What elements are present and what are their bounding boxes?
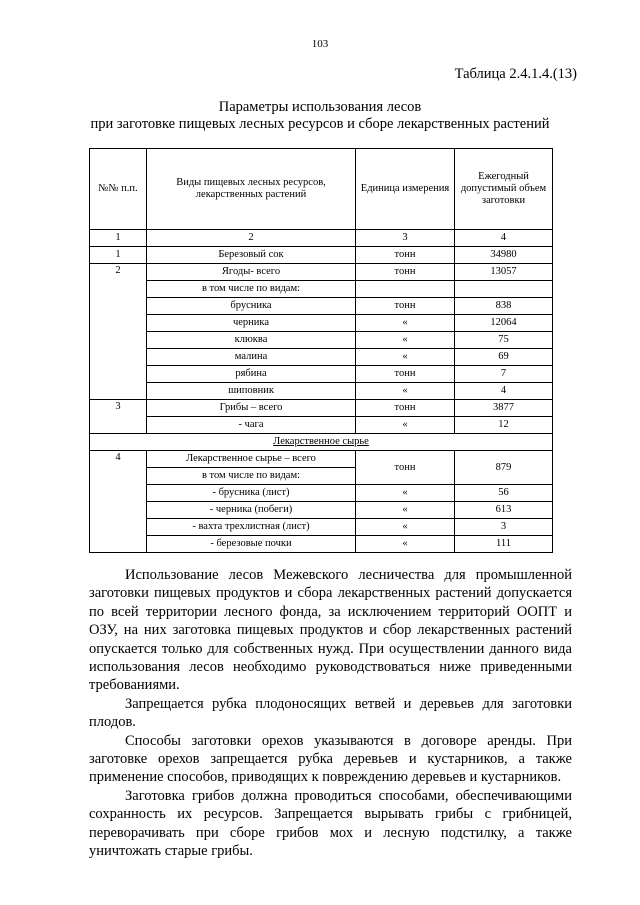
row-value: 3	[455, 519, 553, 536]
row-name: малина	[147, 349, 356, 366]
row-value: 838	[455, 298, 553, 315]
row-value: 34980	[455, 247, 553, 264]
row-value: 7	[455, 366, 553, 383]
row-value	[455, 281, 553, 298]
parameters-table	[89, 148, 553, 553]
row-unit: «	[356, 417, 455, 434]
table-row	[90, 366, 553, 383]
colnum-3: 3	[356, 230, 455, 247]
section-heading	[90, 434, 553, 451]
row-num: 2	[90, 264, 147, 400]
table-row	[90, 451, 553, 468]
section-heading-row	[90, 434, 553, 451]
row-name: Ягоды- всего	[147, 264, 356, 281]
table-row	[90, 298, 553, 315]
row-value: 13057	[455, 264, 553, 281]
body-text	[89, 566, 572, 861]
row-value: 12	[455, 417, 553, 434]
header-num: №№ п.п.	[90, 149, 147, 230]
table-row	[90, 315, 553, 332]
row-value: 111	[455, 536, 553, 553]
row-unit: «	[356, 536, 455, 553]
row-unit: тонн	[356, 366, 455, 383]
table-row	[90, 400, 553, 417]
row-name: брусника	[147, 298, 356, 315]
row-num: 4	[90, 451, 147, 553]
row-unit: «	[356, 315, 455, 332]
table-row	[90, 247, 553, 264]
table-row	[90, 264, 553, 281]
row-name: шиповник	[147, 383, 356, 400]
row-unit: тонн	[356, 264, 455, 281]
table-row	[90, 485, 553, 502]
row-subheader: в том числе по видам:	[147, 468, 356, 485]
row-name: Лекарственное сырье – всего	[147, 451, 356, 468]
row-value: 879	[455, 451, 553, 485]
table-row	[90, 502, 553, 519]
row-unit: «	[356, 485, 455, 502]
row-subheader: в том числе по видам:	[147, 281, 356, 298]
row-unit: тонн	[356, 451, 455, 485]
table-row	[90, 536, 553, 553]
colnum-2: 2	[147, 230, 356, 247]
row-unit: тонн	[356, 247, 455, 264]
row-unit	[356, 281, 455, 298]
row-name: Березовый сок	[147, 247, 356, 264]
section-heading-text: Лекарственное сырье	[273, 436, 369, 447]
row-unit: тонн	[356, 298, 455, 315]
row-unit: «	[356, 383, 455, 400]
row-unit: «	[356, 519, 455, 536]
colnum-4: 4	[455, 230, 553, 247]
title-line-1: Параметры использования лесов	[218, 99, 422, 115]
paragraph: Заготовка грибов должна проводиться способами, обеспечивающими сохранность их ресурсов. Запрещается вырывать грибы с грибницей, переворачивать при сборе грибов мох и лесную подстилку, а также уничтожать старые грибы.	[89, 787, 572, 860]
row-name: рябина	[147, 366, 356, 383]
row-value: 69	[455, 349, 553, 366]
table-row	[90, 281, 553, 298]
row-name: Грибы – всего	[147, 400, 356, 417]
row-name: - чага	[147, 417, 356, 434]
row-unit: «	[356, 502, 455, 519]
row-unit: «	[356, 332, 455, 349]
row-value: 12064	[455, 315, 553, 332]
row-value: 3877	[455, 400, 553, 417]
row-unit: тонн	[356, 400, 455, 417]
row-name: - березовые почки	[147, 536, 356, 553]
table-row	[90, 417, 553, 434]
table-header-row	[90, 149, 553, 230]
header-unit: Единица измерения	[356, 149, 455, 230]
table-row	[90, 383, 553, 400]
colnum-1: 1	[90, 230, 147, 247]
row-name: - черника (побеги)	[147, 502, 356, 519]
paragraph: Использование лесов Межевского лесничества для промышленной заготовки пищевых продуктов и сбора лекарственных растений допускается по всей территории лесного фонда, за исключением территорий ООПТ и ОЗУ, на них заготовка пищевых продуктов и сбор лекарственных растений опускается только для собственных нужд. При осуществлении данного вида использования лесов необходимо руководствоваться ниже приведенными требованиями.	[89, 567, 572, 694]
page-number: 103	[311, 38, 329, 50]
row-num: 3	[90, 400, 147, 434]
row-name: клюква	[147, 332, 356, 349]
row-value: 75	[455, 332, 553, 349]
table-label: Таблица 2.4.1.4.(13)	[454, 66, 577, 82]
table-title	[0, 99, 640, 133]
row-name: черника	[147, 315, 356, 332]
table-row	[90, 519, 553, 536]
title-line-2: при заготовке пищевых лесных ресурсов и сборе лекарственных растений	[90, 116, 550, 132]
paragraph: Запрещается рубка плодоносящих ветвей и деревьев для заготовки плодов.	[89, 695, 572, 731]
table-row	[90, 332, 553, 349]
row-unit: «	[356, 349, 455, 366]
header-volume: Ежегодный допустимый объем заготовки	[455, 149, 553, 230]
row-name: - вахта трехлистная (лист)	[147, 519, 356, 536]
table-row	[90, 349, 553, 366]
row-value: 4	[455, 383, 553, 400]
column-numbers-row	[90, 230, 553, 247]
header-type: Виды пищевых лесных ресурсов, лекарственных растений	[147, 149, 356, 230]
row-value: 56	[455, 485, 553, 502]
paragraph: Способы заготовки орехов указываются в договоре аренды. При заготовке орехов запрещается рубка деревьев и кустарников, а также применение способов, приводящих к повреждению деревьев и кустарников.	[89, 732, 572, 786]
row-name: - брусника (лист)	[147, 485, 356, 502]
row-value: 613	[455, 502, 553, 519]
row-num: 1	[90, 247, 147, 264]
